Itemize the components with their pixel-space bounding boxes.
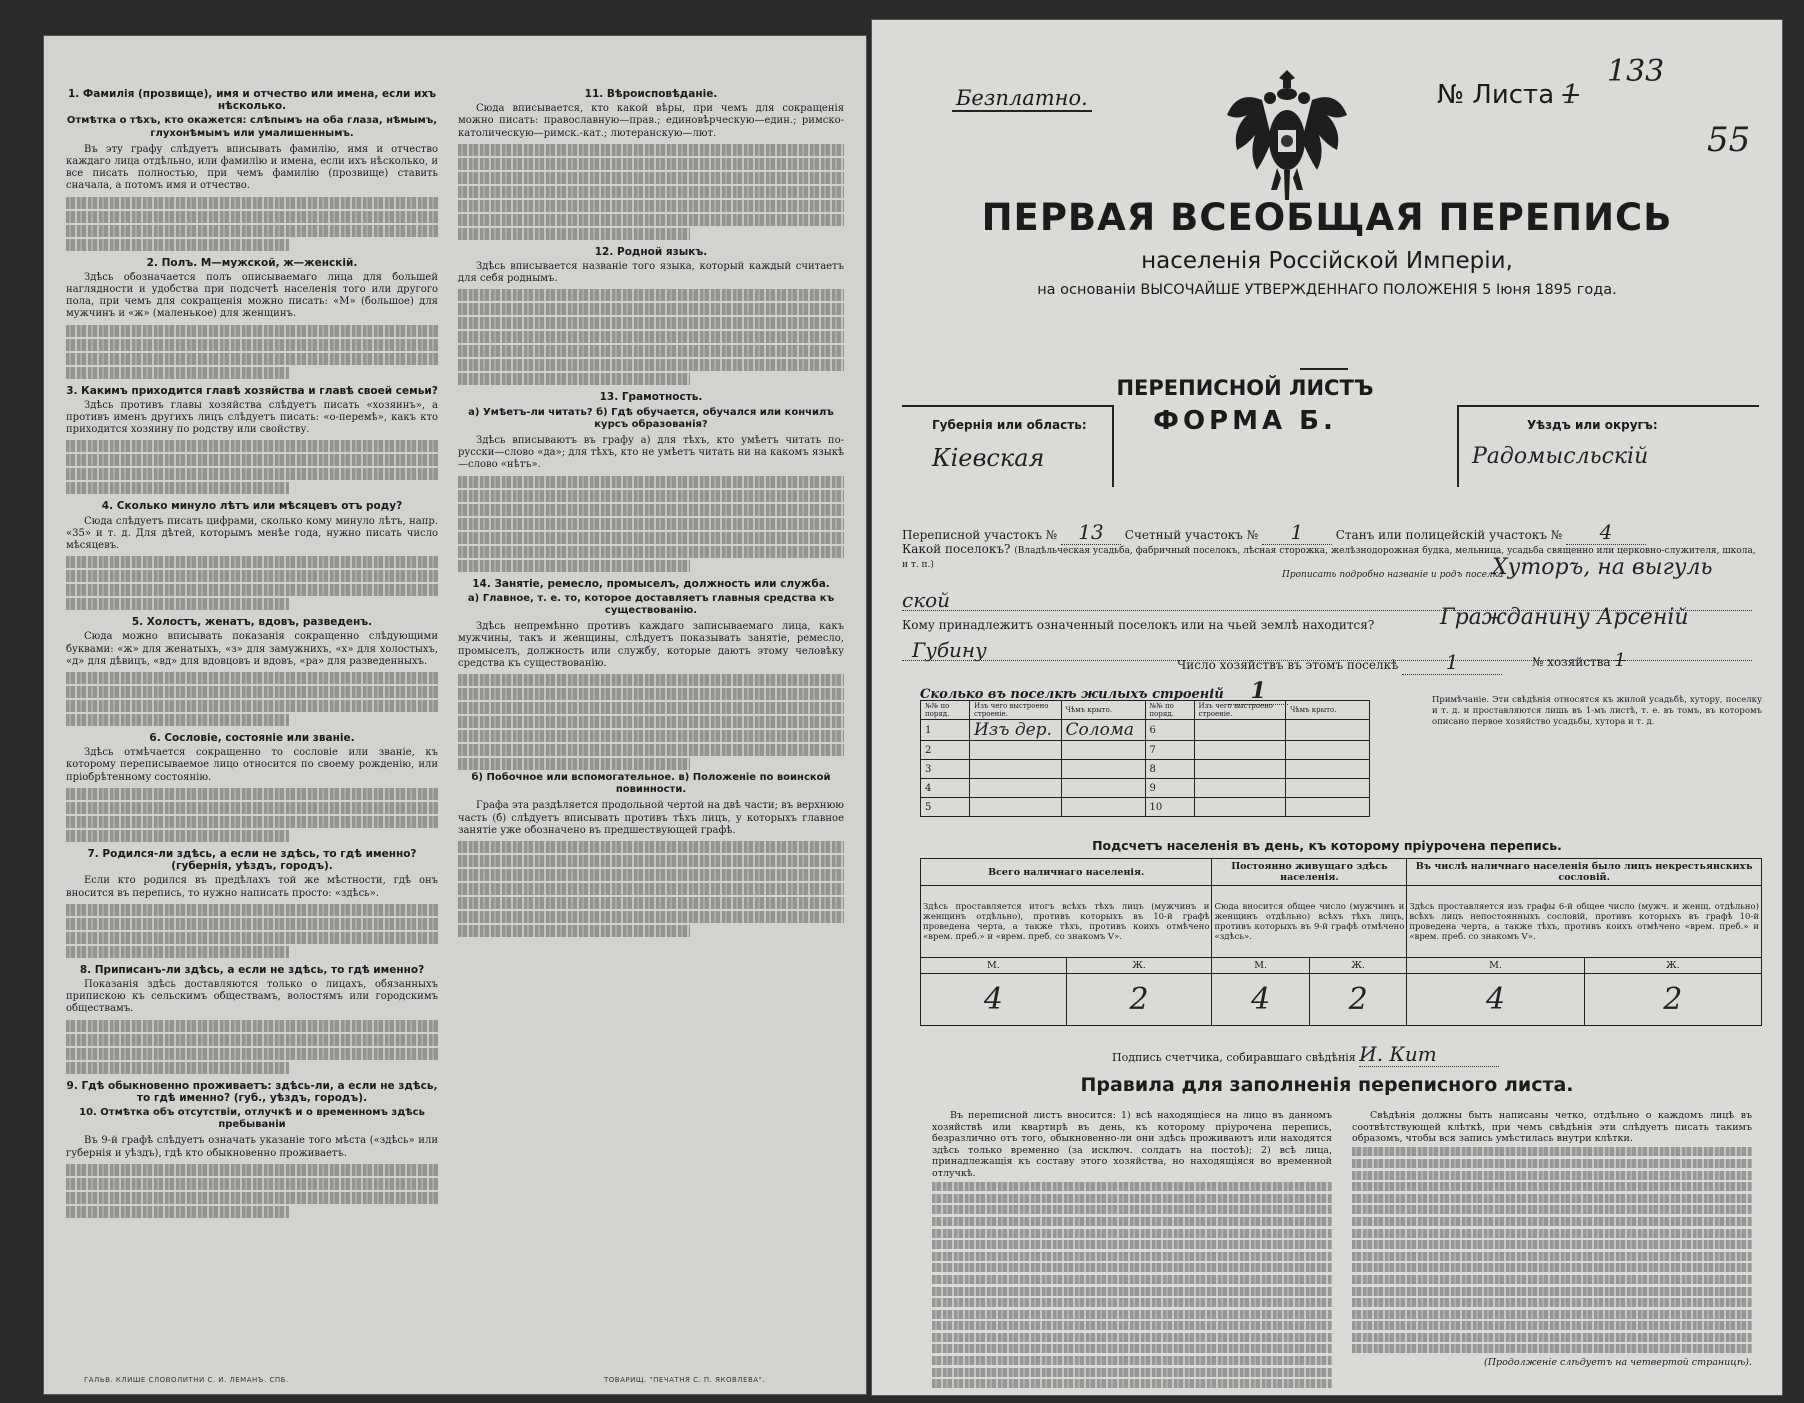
building-material	[1194, 779, 1286, 798]
margin-folio-mark: 55	[1707, 120, 1751, 160]
census-form-page	[872, 20, 1782, 1395]
illegible-text-line	[1352, 1344, 1752, 1353]
illegible-text-line	[66, 932, 438, 944]
rules-continued: (Продолженіе слѣдуетъ на четвертой страницѣ).	[1484, 1357, 1752, 1369]
illegible-text-line	[932, 1205, 1332, 1214]
building-number: 8	[1145, 760, 1194, 779]
population-count-table	[920, 858, 1762, 1026]
section-title: 7. Родился-ли здѣсь, а если не здѣсь, то гдѣ именно? (губернія, уѣздъ, городъ).	[87, 847, 417, 873]
gubernia-label: Губернія или область:	[932, 418, 1087, 432]
illegible-text-line	[1352, 1205, 1752, 1214]
illegible-text-line	[1352, 1194, 1752, 1203]
illegible-text-line	[66, 816, 438, 828]
section-subtitle: б) Побочное или вспомогательное. в) Положеніе по воинской повинности.	[471, 772, 831, 796]
form-heading	[1110, 376, 1380, 436]
section-text: Графа эта раздѣляется продольной чертой на двѣ части; въ верхнюю часть (б) слѣдуетъ вписывать противъ тѣхъ лицъ, у которыхъ главное занятіе уже обозначено въ предшествующей графѣ.	[458, 800, 844, 836]
building-number: 4	[921, 779, 970, 798]
section-text: Здѣсь вписывается названіе того языка, который каждый считаетъ для себя роднымъ.	[458, 261, 844, 285]
section-text: Въ эту графу слѣдуетъ вписывать фамилію, имя и отчество каждаго лица отдѣльно, или фамилію и имена, если ихъ нѣсколько, и все писать полностью, при чемъ фамилію (прозвище) ставить сначала, а потомъ имя и отчество.	[66, 143, 438, 192]
illegible-text-line	[1352, 1217, 1752, 1226]
building-row	[921, 798, 1370, 817]
section-text: Здѣсь противъ главы хозяйства слѣдуетъ писать «хозяинъ», а противъ именъ другихъ лицъ слѣдуетъ писать: «о-перемѣ», какъ кто приходится хозяину по родству или свойству.	[66, 399, 438, 436]
illegible-text-line	[66, 440, 438, 452]
instructions-column-right	[458, 82, 844, 939]
uezd-label: Уѣздъ или округъ:	[1527, 418, 1658, 432]
bld-col-material: Изъ чего выстроено строеніе.	[1194, 701, 1286, 720]
illegible-text-line	[1352, 1263, 1752, 1272]
households-label: Число хозяйствъ въ этомъ поселкѣ	[1177, 658, 1399, 672]
building-number: 5	[921, 798, 970, 817]
illegible-text-line	[66, 1020, 438, 1032]
building-material	[970, 741, 1062, 760]
illegible-text-line	[66, 468, 438, 480]
building-material	[1194, 760, 1286, 779]
illegible-text-line	[66, 367, 289, 379]
settlement-label: Какой поселокъ?	[902, 542, 1011, 556]
illegible-text-line	[932, 1379, 1332, 1388]
illegible-text-line	[66, 454, 438, 466]
rules-column-left	[932, 1110, 1332, 1391]
household-no-label: № хозяйства	[1532, 655, 1611, 669]
census-subtitle: населенія Россійской Имперіи,	[1141, 248, 1513, 274]
illegible-text-line	[458, 702, 844, 714]
count-district-value: 1	[1262, 520, 1332, 545]
illegible-text-line	[458, 373, 690, 385]
illegible-text-line	[66, 239, 289, 251]
illegible-text-line	[458, 560, 690, 572]
section-title: 8. Приписанъ-ли здѣсь, а если не здѣсь, то гдѣ именно?	[79, 963, 425, 976]
section-text: Сюда вписывается, кто какой вѣры, при чемъ для сокращенія можно писать: православную—прав.; единовѣрческую—един.; римско-католическую—римск.-кат.; лютеранскую—лют.	[458, 103, 844, 139]
section-title: 5. Холостъ, женатъ, вдовъ, разведенъ.	[131, 616, 373, 629]
illegible-text-line	[458, 883, 844, 895]
instructions-column-left	[66, 82, 438, 1220]
illegible-text-line	[1352, 1310, 1752, 1319]
building-material	[970, 779, 1062, 798]
count-district-label: Счетный участокъ №	[1124, 528, 1259, 542]
sex-header: Ж.	[1584, 958, 1761, 974]
illegible-text-line	[458, 172, 844, 184]
illegible-text-line	[458, 490, 844, 502]
illegible-text-line	[1352, 1240, 1752, 1249]
illegible-text-line	[66, 1164, 438, 1176]
illegible-text-line	[458, 345, 844, 357]
illegible-text-line	[932, 1275, 1332, 1284]
illegible-text-line	[1352, 1275, 1752, 1284]
illegible-text-line	[932, 1344, 1332, 1353]
illegible-text-line	[458, 730, 844, 742]
signature-value: И. Кит	[1359, 1042, 1499, 1067]
illegible-text-line	[932, 1182, 1332, 1191]
households-value: 1	[1402, 650, 1502, 675]
sex-header: Ж.	[1066, 958, 1212, 974]
rules-filler	[932, 1182, 1332, 1388]
illegible-text-line	[458, 841, 844, 853]
gubernia-value: Кіевская	[932, 444, 1045, 472]
count-value: 2	[1066, 974, 1212, 1026]
illegible-text-line	[458, 855, 844, 867]
count-value: 2	[1309, 974, 1406, 1026]
section-title: 12. Родной языкъ.	[594, 245, 708, 258]
sheet-number-label: № Листа	[1437, 80, 1555, 110]
illegible-text-line	[458, 144, 844, 156]
section-text: Въ 9-й графѣ слѣдуетъ означать указаніе того мѣста («здѣсь» или губернія и уѣздъ), гдѣ кто обыкновенно проживаетъ.	[66, 1135, 438, 1159]
count-col-permanent: Постоянно живущаго здѣсь населенія.	[1212, 859, 1407, 886]
illegible-text-line	[66, 1178, 438, 1190]
illegible-text-line	[458, 476, 844, 488]
building-number: 10	[1145, 798, 1194, 817]
illegible-text-line	[458, 317, 844, 329]
sheet-number	[1437, 80, 1579, 110]
buildings-label: Сколько въ поселкѣ жилыхъ строеній	[920, 687, 1224, 702]
settlement-value-cont: ской	[902, 588, 951, 612]
illegible-text-line	[458, 289, 844, 301]
illegible-text-line	[458, 518, 844, 530]
illegible-text-line	[66, 211, 438, 223]
settlement-value: Хуторъ, на выгуль	[1492, 555, 1713, 580]
illegible-text-line	[932, 1356, 1332, 1365]
illegible-text-line	[66, 946, 289, 958]
illegible-text-line	[1352, 1333, 1752, 1342]
building-row	[921, 741, 1370, 760]
illegible-text-line	[458, 744, 844, 756]
section-text: Сюда можно вписывать показанія сокращенно слѣдующими буквами: «ж» для женатыхъ, «з» для замужнихъ, «х» для холостыхъ, «д» для дѣвицъ, «вд» для вдовцовъ и вдовъ, «ра» для разведенныхъ.	[66, 631, 438, 667]
illegible-text-line	[66, 918, 438, 930]
building-roof	[1286, 779, 1370, 798]
rules-column-right	[1352, 1110, 1752, 1369]
form-title: ПЕРЕПИСНОЙ ЛИСТЪ	[1116, 376, 1374, 400]
building-roof: Солома	[1061, 720, 1145, 741]
rules-text: Въ переписной листъ вносится: 1) всѣ находящіеся на лицо въ данномъ хозяйствѣ или квартирѣ въ день, къ которому пріурочена перепись, безразлично отъ того, обыкновенно-ли они здѣсь проживаютъ или находятся здѣсь только временно (за исключ. солдатъ на постоѣ); 2) всѣ лица, принадлежащія къ составу этого хозяйства, но находящіяся во временной отлучкѣ.	[932, 1110, 1332, 1179]
legal-basis: на основаніи ВЫСОЧАЙШЕ УТВЕРЖДЕННАГО ПОЛОЖЕНІЯ 5 Іюня 1895 года.	[1037, 282, 1617, 298]
building-roof	[1061, 741, 1145, 760]
building-row	[921, 779, 1370, 798]
illegible-text-line	[458, 546, 844, 558]
count-value: 2	[1584, 974, 1761, 1026]
illegible-text-line	[1352, 1159, 1752, 1168]
illegible-text-line	[932, 1368, 1332, 1377]
illegible-text-line	[1352, 1298, 1752, 1307]
illegible-text-line	[1352, 1321, 1752, 1330]
illegible-text-line	[66, 570, 438, 582]
illegible-text-line	[1352, 1229, 1752, 1238]
illegible-text-line	[932, 1298, 1332, 1307]
illegible-text-line	[66, 339, 438, 351]
count-value: 4	[1407, 974, 1584, 1026]
building-material	[970, 798, 1062, 817]
illegible-text-line	[66, 802, 438, 814]
section-text: Здѣсь вписываютъ въ графу а) для тѣхъ, кто умѣетъ читать по-русски—слово «да»; для тѣхъ, кто не умѣетъ читать ни на какомъ языкѣ—слово «нѣтъ».	[458, 435, 844, 471]
household-no-value: 1	[1614, 650, 1626, 671]
illegible-text-line	[932, 1310, 1332, 1319]
building-material	[1194, 720, 1286, 741]
illegible-text-line	[66, 672, 438, 684]
buildings-value: 1	[1228, 678, 1288, 705]
illegible-text-line	[66, 1062, 289, 1074]
signature-label: Подпись счетчика, собиравшаго свѣдѣнія	[1112, 1051, 1356, 1064]
illegible-text-line	[66, 197, 438, 209]
owner-value: Гражданину Арсеній	[1440, 605, 1689, 630]
building-number: 1	[921, 720, 970, 741]
police-district-label: Станъ или полицейскій участокъ №	[1335, 528, 1563, 542]
illegible-text-line	[66, 325, 438, 337]
building-roof	[1286, 720, 1370, 741]
count-value: 4	[921, 974, 1067, 1026]
section-title: 6. Сословіе, состояніе или званіе.	[149, 732, 355, 745]
building-row	[921, 760, 1370, 779]
illegible-text-line	[66, 482, 289, 494]
printer-credit-left: ГАЛЬВ. КЛИШЕ СЛОВОЛИТНИ С. И. ЛЕМАНЪ. СПБ.	[84, 1376, 289, 1384]
buildings-table	[920, 700, 1370, 817]
illegible-text-line	[458, 869, 844, 881]
illegible-text-line	[458, 716, 844, 728]
illegible-text-line	[1352, 1182, 1752, 1191]
section-title: 9. Гдѣ обыкновенно проживаетъ: здѣсь-ли, а если не здѣсь, то гдѣ именно? (губ., уѣздъ, городъ).	[66, 1079, 438, 1104]
illegible-text-line	[66, 700, 438, 712]
illegible-text-line	[458, 532, 844, 544]
precinct-value: 13	[1061, 520, 1121, 545]
section-text: Здѣсь отмѣчается сокращенно то сословіе или званіе, къ которому переписываемое лицо относится по своему рожденію, или пріобрѣтенному состоянію.	[66, 747, 438, 783]
count-col-total: Всего наличнаго населенія.	[921, 859, 1212, 886]
sex-header: М.	[1407, 958, 1584, 974]
illegible-text-line	[1352, 1287, 1752, 1296]
uezd-value: Радомысльскій	[1472, 444, 1649, 469]
illegible-text-line	[932, 1333, 1332, 1342]
building-roof	[1286, 798, 1370, 817]
illegible-text-line	[932, 1194, 1332, 1203]
illegible-text-line	[66, 556, 438, 568]
illegible-text-line	[458, 158, 844, 170]
illegible-text-line	[932, 1263, 1332, 1272]
illegible-text-line	[66, 904, 438, 916]
illegible-text-line	[66, 1206, 289, 1218]
section-title: 14. Занятіе, ремесло, промыселъ, должность или служба.	[472, 577, 830, 590]
household-no-line	[1532, 650, 1626, 671]
building-number: 6	[1145, 720, 1194, 741]
bld-col-roof: Чѣмъ крыто.	[1286, 701, 1370, 720]
illegible-text-line	[932, 1229, 1332, 1238]
illegible-text-line	[66, 598, 289, 610]
illegible-text-line	[458, 331, 844, 343]
building-number: 7	[1145, 741, 1194, 760]
illegible-text-line	[458, 674, 844, 686]
bld-col-num: №№ по поряд.	[921, 701, 970, 720]
building-row	[921, 720, 1370, 741]
section-title: 11. Вѣроисповѣданіе.	[584, 88, 718, 100]
illegible-text-line	[458, 359, 844, 371]
building-roof	[1061, 798, 1145, 817]
illegible-text-line	[66, 686, 438, 698]
illegible-text-line	[458, 758, 690, 770]
building-roof	[1286, 741, 1370, 760]
illegible-text-line	[66, 353, 438, 365]
note-text: Примѣчаніе. Эти свѣдѣнія относятся къ жилой усадьбѣ, хутору, поселку и т. д. и проставляются лишь въ 1-мъ листѣ, т. е. въ томъ, въ которомъ описано первое хозяйство усадьбы, хутора и т. д.	[1432, 695, 1762, 727]
rules-text: Свѣдѣнія должны быть написаны четко, отдѣльно о каждомъ лицѣ въ соотвѣтствующей клѣткѣ, при чемъ свѣдѣнія эти слѣдуетъ писать такимъ образомъ, чтобы вся запись умѣстилась внутри клѣтки.	[1352, 1110, 1752, 1145]
section-subtitle: а) Умѣетъ-ли читать? б) Гдѣ обучается, обучался или кончилъ курсъ образованія?	[468, 406, 834, 430]
sex-header: М.	[921, 958, 1067, 974]
bld-col-num: №№ по поряд.	[1145, 701, 1194, 720]
illegible-text-line	[458, 214, 844, 226]
households-line	[1177, 650, 1502, 675]
illegible-text-line	[932, 1217, 1332, 1226]
bld-col-roof: Чѣмъ крыто.	[1061, 701, 1145, 720]
illegible-text-line	[458, 925, 690, 937]
settlement-hint-2: Прописать подробно названіе и родъ поселка	[1282, 570, 1504, 580]
sex-header: М.	[1212, 958, 1309, 974]
section-title: 3. Какимъ приходится главѣ хозяйства и главѣ своей семьи?	[66, 384, 438, 397]
section-subtitle: Отмѣтка о тѣхъ, кто окажется: слѣпымъ на оба глаза, нѣмымъ, глухонѣмымъ или умалишеннымъ.	[66, 115, 438, 139]
section-text: Здѣсь непремѣнно противъ каждаго записываемаго лица, какъ мужчины, такъ и женщины, слѣдуетъ показывать занятіе, ремесло, промыселъ, должность или службу, которые даютъ этому человѣку средства къ существованію.	[458, 621, 844, 669]
bld-col-material: Изъ чего выстроено строеніе.	[970, 701, 1062, 720]
illegible-text-line	[932, 1321, 1332, 1330]
instructions-page	[44, 36, 866, 1394]
illegible-text-line	[66, 1048, 438, 1060]
illegible-text-line	[458, 186, 844, 198]
count-desc: Сюда вносится общее число (мужчинъ и женщинъ отдѣльно) всѣхъ тѣхъ лицъ, противъ которыхъ въ 9-й графѣ отмѣчено «здѣсь».	[1212, 886, 1407, 958]
illegible-text-line	[932, 1287, 1332, 1296]
illegible-text-line	[458, 303, 844, 315]
illegible-text-line	[458, 897, 844, 909]
rules-filler	[1352, 1147, 1752, 1353]
section-title: 2. Полъ. М—мужской, ж—женскій.	[146, 256, 358, 269]
illegible-text-line	[1352, 1171, 1752, 1180]
illegible-text-line	[932, 1252, 1332, 1261]
count-desc: Здѣсь проставляется итогъ всѣхъ тѣхъ лицъ (мужчинъ и женщинъ отдѣльно), противъ которыхъ въ 10-й графѣ проведена черта, а также тѣхъ, противъ коихъ отмѣчено «врем. преб.» и «врем. преб. со знакомъ V».	[921, 886, 1212, 958]
section-title: 1. Фамилія (прозвище), имя и отчество или имена, если ихъ нѣсколько.	[67, 88, 437, 113]
building-roof	[1061, 779, 1145, 798]
illegible-text-line	[66, 1192, 438, 1204]
sex-header: Ж.	[1309, 958, 1406, 974]
count-title: Подсчетъ населенія въ день, къ которому пріурочена перепись.	[1092, 838, 1562, 853]
illegible-text-line	[66, 788, 438, 800]
imperial-eagle-emblem-icon	[1222, 60, 1352, 210]
illegible-text-line	[66, 1034, 438, 1046]
building-material	[1194, 798, 1286, 817]
owner-label: Кому принадлежитъ означенный поселокъ или на чьей землѣ находится?	[902, 618, 1375, 632]
illegible-text-line	[932, 1240, 1332, 1249]
building-number: 3	[921, 760, 970, 779]
illegible-text-line	[1352, 1147, 1752, 1156]
section-text: Если кто родился въ предѣлахъ той же мѣстности, гдѣ онъ вносится въ перепись, то нужно написать просто: «здѣсь».	[66, 875, 438, 899]
archive-folio-mark: 133	[1607, 54, 1665, 89]
count-col-nonpeasant: Въ числѣ наличнаго населенія было лицъ некрестьянскихъ сословій.	[1407, 859, 1762, 886]
illegible-text-line	[66, 714, 289, 726]
signature-line	[1112, 1042, 1499, 1067]
printer-credit-right: ТОВАРИЩ. "ПЕЧАТНЯ С. П. ЯКОВЛЕВА".	[604, 1376, 765, 1384]
section-title: 13. Грамотность.	[599, 391, 703, 404]
illegible-text-line	[458, 200, 844, 212]
illegible-text-line	[458, 504, 844, 516]
settlement-hint: (Владѣльческая усадьба, фабричный поселокъ, лѣсная сторожка, желѣзнодорожная будка, мельница, усадьба священно или церковно-служителя, школа, и т. п.)	[902, 546, 1756, 570]
illegible-text-line	[66, 584, 438, 596]
census-title: ПЕРВАЯ ВСЕОБЩАЯ ПЕРЕПИСЬ	[981, 196, 1673, 239]
owner-value-cont: Губину	[912, 638, 987, 662]
count-desc: Здѣсь проставляется изъ графы 6-й общее число (мужч. и женщ. отдѣльно) всѣхъ лицъ непостоянныхъ сословій, противъ которыхъ въ графѣ 10-й проведена черта, а также тѣхъ, противъ коихъ отмѣчено «врем. преб.» и «врем. преб. со знакомъ V».	[1407, 886, 1762, 958]
building-number: 2	[921, 741, 970, 760]
building-material	[970, 760, 1062, 779]
rules-title: Правила для заполненія переписного листа.	[1080, 1074, 1574, 1096]
building-material: Изъ дер.	[970, 720, 1062, 741]
section-text: Здѣсь обозначается полъ описываемаго лица для большей наглядности и удобства при подсчетѣ населенія того или другого пола, при чемъ для сокращенія можно писать: «М» (большое) для мужчинъ и «ж» (маленькое) для женщинъ.	[66, 271, 438, 320]
sheet-number-value: 1	[1562, 80, 1579, 110]
count-value: 4	[1212, 974, 1309, 1026]
form-subtitle: ФОРМА Б.	[1153, 406, 1337, 436]
building-number: 9	[1145, 779, 1194, 798]
illegible-text-line	[458, 911, 844, 923]
section-text: Сюда слѣдуетъ писать цифрами, сколько кому минуло лѣтъ, напр. «35» и т. д. Для дѣтей, которымъ менѣе года, нужно писать число мѣсяцевъ.	[66, 515, 438, 552]
building-material	[1194, 741, 1286, 760]
free-stamp: Безплатно.	[952, 86, 1092, 112]
illegible-text-line	[66, 830, 289, 842]
illegible-text-line	[66, 225, 438, 237]
divider	[1300, 368, 1348, 370]
building-roof	[1286, 760, 1370, 779]
section-text: Показанія здѣсь доставляются только о лицахъ, обязанныхъ припискою къ сельскимъ обществамъ, волостямъ или городскимъ обществамъ.	[66, 978, 438, 1015]
section-subtitle: а) Главное, т. е. то, которое доставляетъ главныя средства къ существованію.	[467, 592, 835, 617]
illegible-text-line	[458, 228, 690, 240]
building-roof	[1061, 760, 1145, 779]
section-subtitle: 10. Отмѣтка объ отсутствіи, отлучкѣ и о временномъ здѣсь пребываніи	[79, 1106, 425, 1131]
section-title: 4. Сколько минуло лѣтъ или мѣсяцевъ отъ роду?	[101, 500, 403, 513]
illegible-text-line	[458, 688, 844, 700]
illegible-text-line	[1352, 1252, 1752, 1261]
precinct-label: Переписной участокъ №	[902, 528, 1058, 542]
police-district-value: 4	[1566, 520, 1646, 545]
